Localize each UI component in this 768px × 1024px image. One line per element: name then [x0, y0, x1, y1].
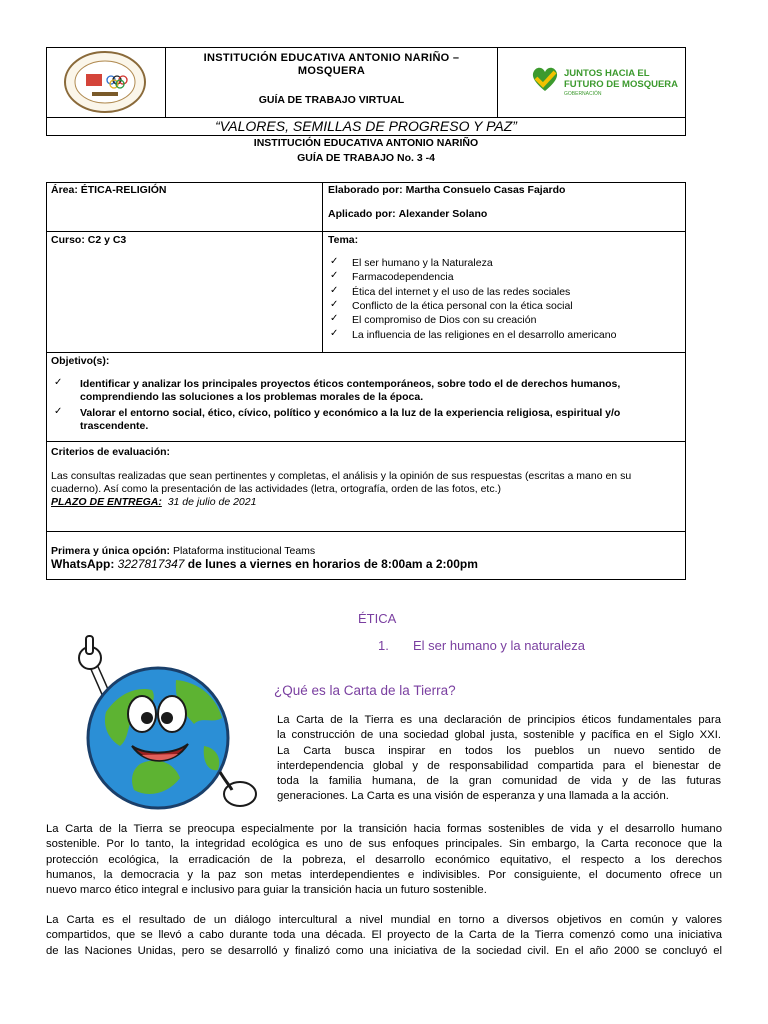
tema-item: El compromiso de Dios con su creación [352, 314, 537, 326]
logo-text-1: JUNTOS HACIA EL [564, 68, 650, 79]
table-row-divider-2 [46, 352, 686, 353]
mosquera-logo [530, 62, 678, 102]
check-icon: ✓ [330, 313, 339, 324]
objetivo-1: Identificar y analizar los principales proyectos éticos contemporáneos, sobre todo el de derechos humanos, comprendiendo las soluciones a los problemas morales de la época. [80, 378, 621, 403]
aplicado-cell: Aplicado por: Alexander Solano [328, 208, 488, 220]
table-row-divider-4 [46, 531, 686, 532]
opcion-line: Primera y única opción: Plataforma institucional Teams [51, 545, 316, 557]
criterios-label: Criterios de evaluación: [51, 446, 171, 458]
school-seal-logo [62, 50, 148, 114]
plazo-entrega: PLAZO DE ENTREGA: 31 de julio de 2021 [51, 496, 257, 508]
check-icon: ✓ [330, 328, 339, 339]
objetivo-label: Objetivo(s): [51, 355, 110, 367]
question-heading: ¿Qué es la Carta de la Tierra? [274, 683, 456, 698]
area-cell: Área: ÉTICA-RELIGIÓN [51, 184, 167, 196]
table-col-divider [322, 182, 323, 352]
paragraph-3: La Carta es el resultado de un diálogo intercultural a nivel mundial en torno a diversos objetivos en común y valores compartidos, que se llevó a cabo durante toda una década. El proyecto de la Carta de la Tierra comenzó como una iniciativa de las Naciones Unidas, pero se desarrolló y finalizó como una iniciativa de la sociedad civil. En el año 2000 se concluyó el [46, 914, 722, 957]
criterios-text: Las consultas realizadas que sean pertinentes y completas, el análisis y la opinión de sus respuestas (escritas a mano en su cuaderno). Así como la presentación de las actividades (letra, ortografía, orden de las fotos, etc.) [51, 470, 632, 495]
tema-label: Tema: [328, 234, 359, 246]
elaborado-cell: Elaborado por: Martha Consuelo Casas Fajardo [328, 184, 566, 196]
subtitle-institution: INSTITUCIÓN EDUCATIVA ANTONIO NARIÑO [253, 137, 479, 149]
check-icon: ✓ [330, 270, 339, 281]
objetivo-2: Valorar el entorno social, ético, cívico, político y económico a la luz de la experiencia religiosa, espiritual y/o trascendente. [80, 407, 621, 432]
check-icon: ✓ [330, 299, 339, 310]
check-icon: ✓ [54, 377, 63, 388]
paragraph-1: La Carta de la Tierra es una declaración de principios éticos fundamentales para la construcción de una sociedad global justa, sostenible y pacífica en el Siglo XXI. La Carta busca inspirar en todos los pueblos un nuevo sentido de interdependencia global y de responsabilidad compartida para el bienestar de toda la familia humana, de la gran comunidad de vida y de las futuras generaciones. La Carta es una visión de esperanza y una llamada a la acción. [277, 714, 721, 803]
logo-text-small: GOBERNACIÓN [564, 91, 602, 97]
institution-title: INSTITUCIÓN EDUCATIVA ANTONIO NARIÑO – MOSQUERA [203, 52, 460, 77]
paragraph-2: La Carta de la Tierra se preocupa especialmente por la transición hacia formas sostenibles de vida y el desarrollo humano sostenible. Por lo tanto, la integridad ecológica es uno de sus enfoques principales. Sin embargo, la Carta reconoce que la protección ecológica, la erradicación de la pobreza, el desarrollo económico equitativo, el respecto a los derechos humanos, la democracia y la paz son metas interdependientes e indivisibles. Por consiguiente, el documento ofrece un nuevo marco ético integral e inclusivo para guiar la transición hacia un futuro sostenible. [46, 823, 722, 897]
subtitle-guide-number: GUÍA DE TRABAJO No. 3 -4 [297, 152, 435, 164]
motto: “VALORES, SEMILLAS DE PROGRESO Y PAZ” [215, 118, 517, 134]
curso-cell: Curso: C2 y C3 [51, 234, 127, 246]
check-icon: ✓ [330, 285, 339, 296]
cartoon-earth-illustration [56, 634, 266, 814]
tema-item: Farmacodependencia [352, 271, 454, 283]
item-number: 1. [378, 638, 389, 653]
whatsapp-line: WhatsApp: 3227817347 de lunes a viernes en horarios de 8:00am a 2:00pm [51, 557, 478, 571]
tema-item: La influencia de las religiones en el desarrollo americano [352, 329, 617, 341]
guide-type: GUÍA DE TRABAJO VIRTUAL [258, 94, 405, 106]
check-icon: ✓ [330, 256, 339, 267]
tema-item: Conflicto de la ética personal con la ética social [352, 300, 573, 312]
tema-item: Ética del internet y el uso de las redes sociales [352, 286, 571, 298]
section-heading: ÉTICA [358, 611, 397, 626]
header-divider-right [497, 47, 498, 118]
check-icon: ✓ [54, 406, 63, 417]
logo-text-2: FUTURO DE MOSQUERA [564, 79, 678, 90]
heart-icon [530, 64, 560, 99]
table-row-divider-1 [46, 231, 686, 232]
item-title: El ser humano y la naturaleza [413, 638, 585, 653]
tema-item: El ser humano y la Naturaleza [352, 257, 493, 269]
table-row-divider-3 [46, 441, 686, 442]
